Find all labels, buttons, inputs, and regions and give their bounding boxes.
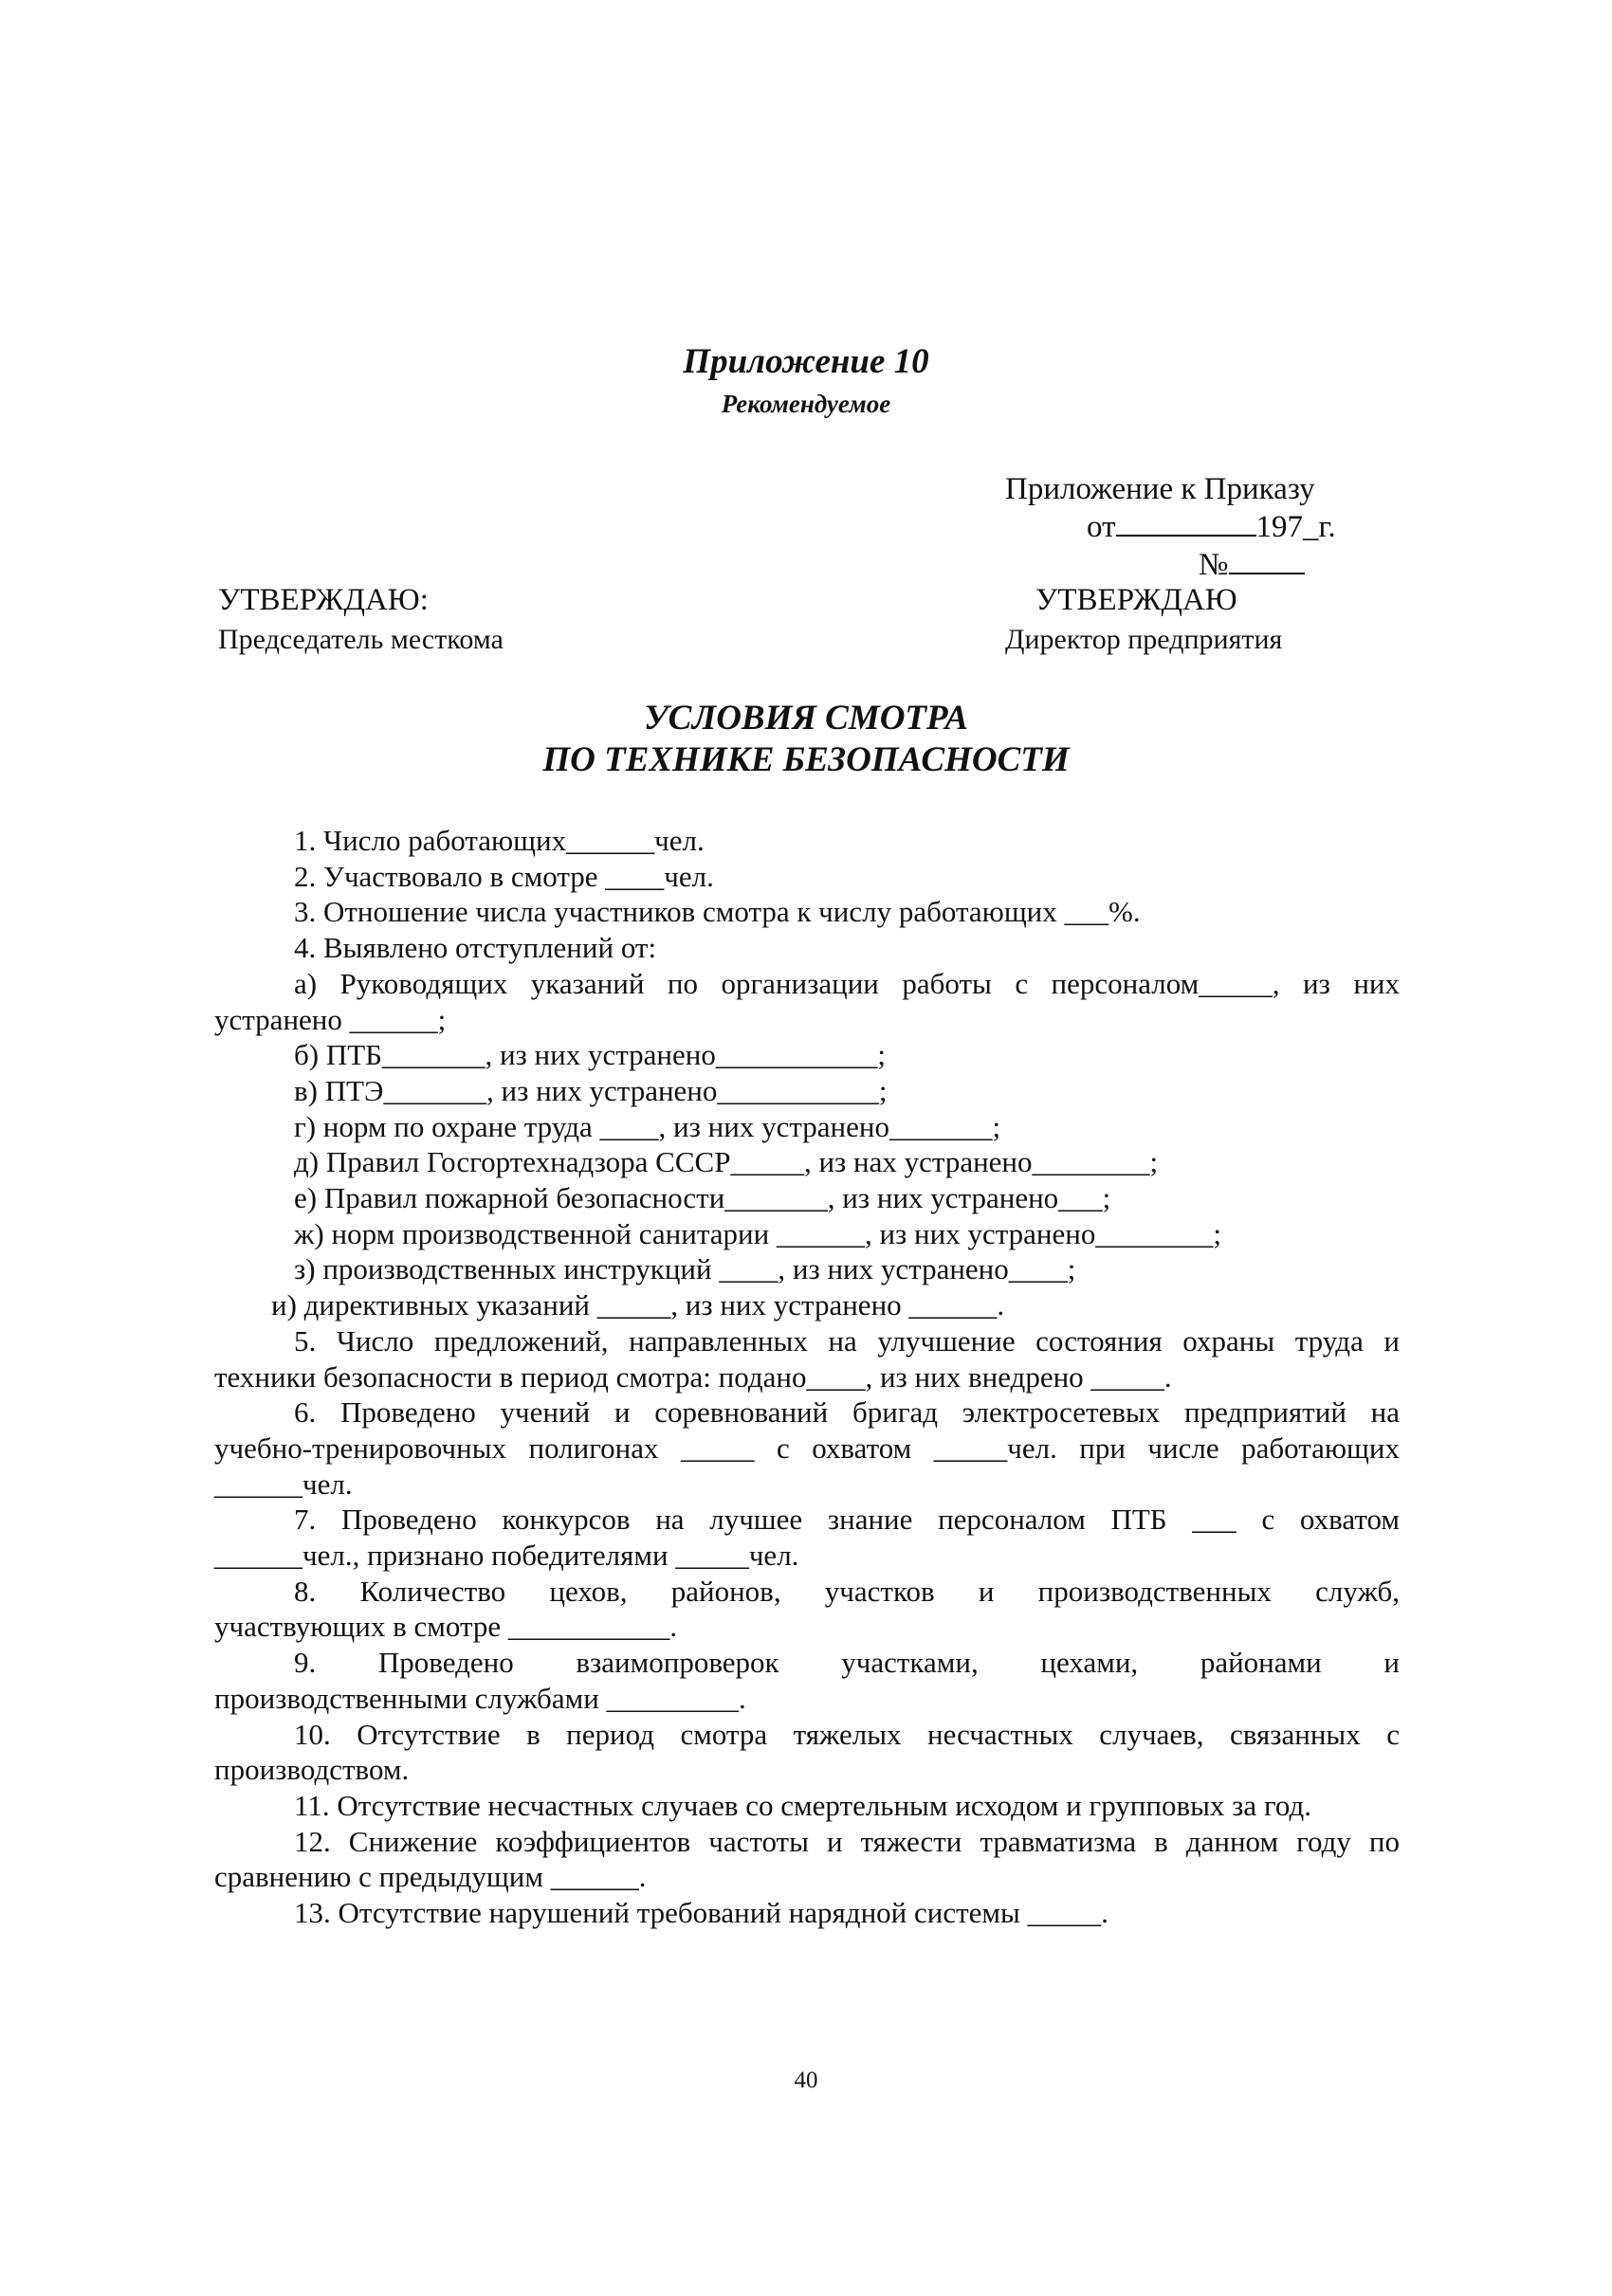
item-4z: з) производственных инструкций ____, из них устранено____;: [294, 1252, 1076, 1286]
number-sign: №: [1199, 548, 1229, 582]
item-4zh: ж) норм производственной санитарии ______, из них устранено________;: [294, 1216, 1221, 1250]
approval-left-head: УТВЕРЖДАЮ:: [218, 583, 429, 617]
item-5-line-2: техники безопасности в период смотра: подано____, из них внедрено _____.: [214, 1359, 1172, 1394]
item-4a-line-2: устранено ______;: [214, 1002, 447, 1036]
item-6-line-1: 6. Проведено учений и соревнований бригад электросетевых предприятий на: [294, 1395, 1400, 1430]
title-line-1: УСЛОВИЯ СМОТРА: [643, 699, 969, 738]
item-12-line-2: сравнению с предыдущим ______.: [214, 1860, 647, 1894]
order-ref-number: [1005, 546, 1403, 584]
approval-left-role: Председатель месткома: [218, 624, 504, 655]
item-3: 3. Отношение числа участников смотра к числу работающих ___%.: [294, 895, 1141, 929]
item-7-line-2: ______чел., признано победителями _____чел.: [214, 1539, 799, 1573]
item-12-line-1: 12. Снижение коэффициентов частоты и тяжести травматизма в данном году по: [294, 1824, 1400, 1858]
item-11: 11. Отсутствие несчастных случаев со смертельным исходом и групповых за год.: [294, 1788, 1312, 1822]
item-4b: б) ПТБ_______, из них устранено___________;: [294, 1038, 886, 1072]
item-4d: д) Правил Госгортехнадзора СССР_____, из нах устранено________;: [294, 1145, 1159, 1179]
page-number: 40: [794, 2068, 818, 2093]
item-4i: и) директивных указаний _____, из них устранено ______.: [271, 1288, 1005, 1322]
order-ref-title: Приложение к Приказу: [1005, 472, 1315, 506]
appendix-status: Рекомендуемое: [721, 390, 891, 418]
item-10-line-1: 10. Отсутствие в период смотра тяжелых несчастных случаев, связанных с: [294, 1717, 1400, 1751]
item-8-line-2: участвующих в смотре ___________.: [214, 1610, 678, 1644]
item-4g: г) норм по охране труда ____, из них устранено_______;: [294, 1109, 1001, 1143]
item-4a-line-1: а) Руководящих указаний по организации работы с персоналом_____, из них: [294, 966, 1400, 1000]
order-ref-date: [1005, 508, 1403, 546]
item-9-line-1: 9. Проведено взаимопроверок участками, цехами, районами и: [294, 1646, 1400, 1680]
item-13: 13. Отсутствие нарушений требований нарядной системы _____.: [294, 1896, 1108, 1930]
item-9-line-2: производственными службами _________.: [214, 1681, 746, 1715]
document-title: [0, 698, 1612, 781]
item-10-line-2: производством.: [214, 1753, 410, 1787]
item-5-line-1: 5. Число предложений, направленных на улучшение состояния охраны труда и: [294, 1323, 1400, 1358]
order-ref-from: от: [1087, 510, 1116, 544]
order-number-blank: [1229, 572, 1305, 574]
item-6-line-3: ______чел.: [214, 1467, 353, 1501]
item-2: 2. Участвовало в смотре ____чел.: [294, 859, 714, 893]
item-8-line-1: 8. Количество цехов, районов, участков и производственных служб,: [294, 1574, 1400, 1608]
approval-right-head: УТВЕРЖДАЮ: [1035, 583, 1237, 617]
item-4: 4. Выявлено отступлений от:: [294, 931, 657, 965]
item-7-line-1: 7. Проведено конкурсов на лучшее знание персоналом ПТБ ___ с охватом: [294, 1503, 1400, 1537]
order-reference: [1005, 470, 1403, 584]
item-1: 1. Число работающих______чел.: [294, 824, 705, 857]
appendix-title: Приложение 10: [683, 342, 929, 381]
title-line-2: ПО ТЕХНИКЕ БЕЗОПАСНОСТИ: [542, 740, 1070, 779]
conditions-list: [214, 823, 1400, 1931]
order-date-blank: [1116, 534, 1256, 537]
item-4v: в) ПТЭ_______, из них устранено___________;: [294, 1073, 888, 1107]
item-4e: е) Правил пожарной безопасности_______, из них устранено___;: [294, 1181, 1111, 1215]
item-6-line-2: учебно-тренировочных полигонах _____ с охватом _____чел. при числе работающих: [214, 1430, 1400, 1465]
approval-right-role: Директор предприятия: [1005, 624, 1283, 655]
approval-left: [218, 580, 504, 660]
order-ref-year: 197_г.: [1255, 510, 1336, 544]
approval-right: [1005, 580, 1282, 660]
